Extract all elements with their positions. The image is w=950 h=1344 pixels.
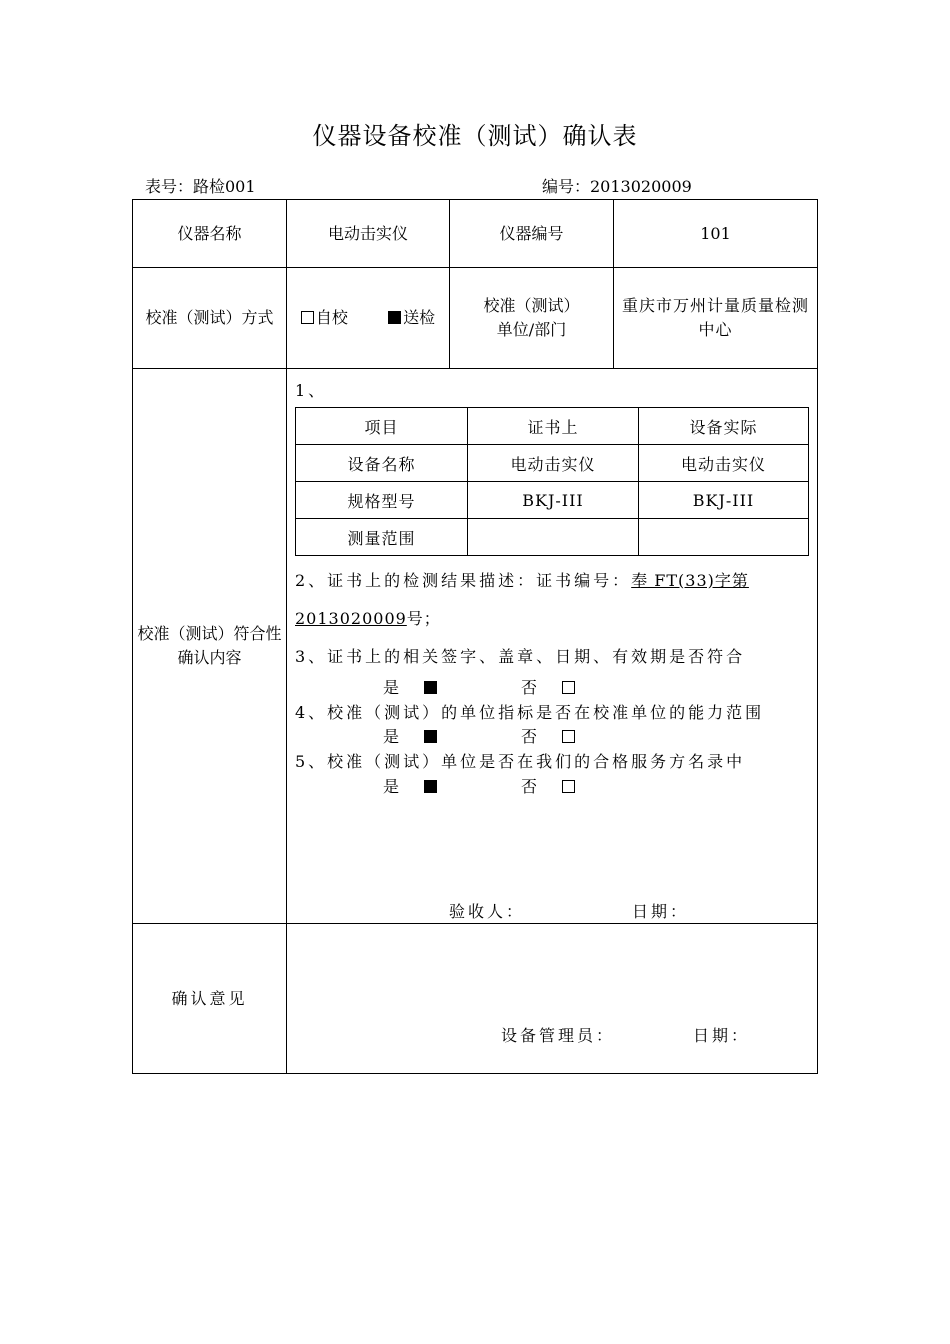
page-title: 仪器设备校准（测试）确认表 xyxy=(312,122,638,150)
table-cell: BKJ-III xyxy=(468,482,639,519)
table-cell: 设备名称 xyxy=(296,445,468,482)
item2-cert-prefix: 奉 FT(33)字第 xyxy=(631,571,749,590)
opinion-label: 确认意见 xyxy=(133,924,287,1074)
instrument-row xyxy=(133,200,818,268)
item4-yes-checkbox[interactable] xyxy=(424,730,437,743)
instrument-name-label: 仪器名称 xyxy=(133,200,287,268)
no-label: 否 xyxy=(521,727,541,746)
item3-answer xyxy=(383,675,577,698)
comparison-table xyxy=(295,407,809,556)
table-cell: 规格型号 xyxy=(296,482,468,519)
item1-prefix: 1、 xyxy=(295,381,328,400)
header-item: 项目 xyxy=(296,408,468,445)
table-cell: 电动击实仪 xyxy=(639,445,809,482)
unit-value: 重庆市万州计量质量检测中心 xyxy=(614,268,818,369)
item5-yes-checkbox[interactable] xyxy=(424,780,437,793)
item5-no-checkbox[interactable] xyxy=(562,780,575,793)
item5-answer xyxy=(383,774,577,797)
table-cell: BKJ-III xyxy=(639,482,809,519)
content-cell xyxy=(287,369,818,924)
method-label: 校准（测试）方式 xyxy=(133,268,287,369)
acceptor-label: 验收人： xyxy=(449,902,526,921)
item2-text: 2、证书上的检测结果描述：证书编号： xyxy=(295,571,632,590)
item2-line-2 xyxy=(295,606,441,629)
item5-text: 5、校准（测试）单位是否在我们的合格服务方名录中 xyxy=(295,752,746,771)
self-check-label: 自校 xyxy=(315,308,348,327)
serial-number: 编号：2013020009 xyxy=(542,177,692,196)
opinion-row xyxy=(133,924,818,1074)
yes-label: 是 xyxy=(383,777,403,796)
send-check-checkbox[interactable] xyxy=(388,311,401,324)
header-actual: 设备实际 xyxy=(639,408,809,445)
instrument-no-label: 仪器编号 xyxy=(450,200,614,268)
table-row xyxy=(296,482,809,519)
unit-label: 校准（测试）单位/部门 xyxy=(450,268,614,369)
manager-label: 设备管理员： xyxy=(501,1026,616,1045)
no-label: 否 xyxy=(521,678,541,697)
manager-date-label: 日期： xyxy=(693,1026,751,1045)
send-check-label: 送检 xyxy=(403,308,436,327)
self-check-checkbox[interactable] xyxy=(301,311,314,324)
item2-line xyxy=(295,568,749,591)
item4-answer xyxy=(383,724,577,747)
table-cell xyxy=(639,519,809,556)
item2-cert-number: 2013020009 xyxy=(295,609,407,628)
table-cell: 电动击实仪 xyxy=(468,445,639,482)
item4-no-checkbox[interactable] xyxy=(562,730,575,743)
item3-text: 3、证书上的相关签字、盖章、日期、有效期是否符合 xyxy=(295,647,746,666)
confirmation-table xyxy=(132,199,818,1074)
item3-yes-checkbox[interactable] xyxy=(424,681,437,694)
item4-text: 4、校准（测试）的单位指标是否在校准单位的能力范围 xyxy=(295,703,765,722)
method-row xyxy=(133,268,818,369)
header-certificate: 证书上 xyxy=(468,408,639,445)
item2-suffix: 号； xyxy=(406,609,441,628)
instrument-no-value: 101 xyxy=(614,200,818,268)
opinion-cell xyxy=(287,924,818,1074)
method-options xyxy=(287,268,450,369)
table-row xyxy=(296,445,809,482)
yes-label: 是 xyxy=(383,678,403,697)
comparison-header-row xyxy=(296,408,809,445)
table-row xyxy=(296,519,809,556)
content-row xyxy=(133,369,818,924)
table-cell: 测量范围 xyxy=(296,519,468,556)
acceptor-date-label: 日期： xyxy=(632,902,690,921)
instrument-name-value: 电动击实仪 xyxy=(287,200,450,268)
content-label: 校准（测试）符合性确认内容 xyxy=(133,369,287,924)
form-number: 表号：路检001 xyxy=(145,177,256,196)
item3-no-checkbox[interactable] xyxy=(562,681,575,694)
no-label: 否 xyxy=(521,777,541,796)
yes-label: 是 xyxy=(383,727,403,746)
table-cell xyxy=(468,519,639,556)
